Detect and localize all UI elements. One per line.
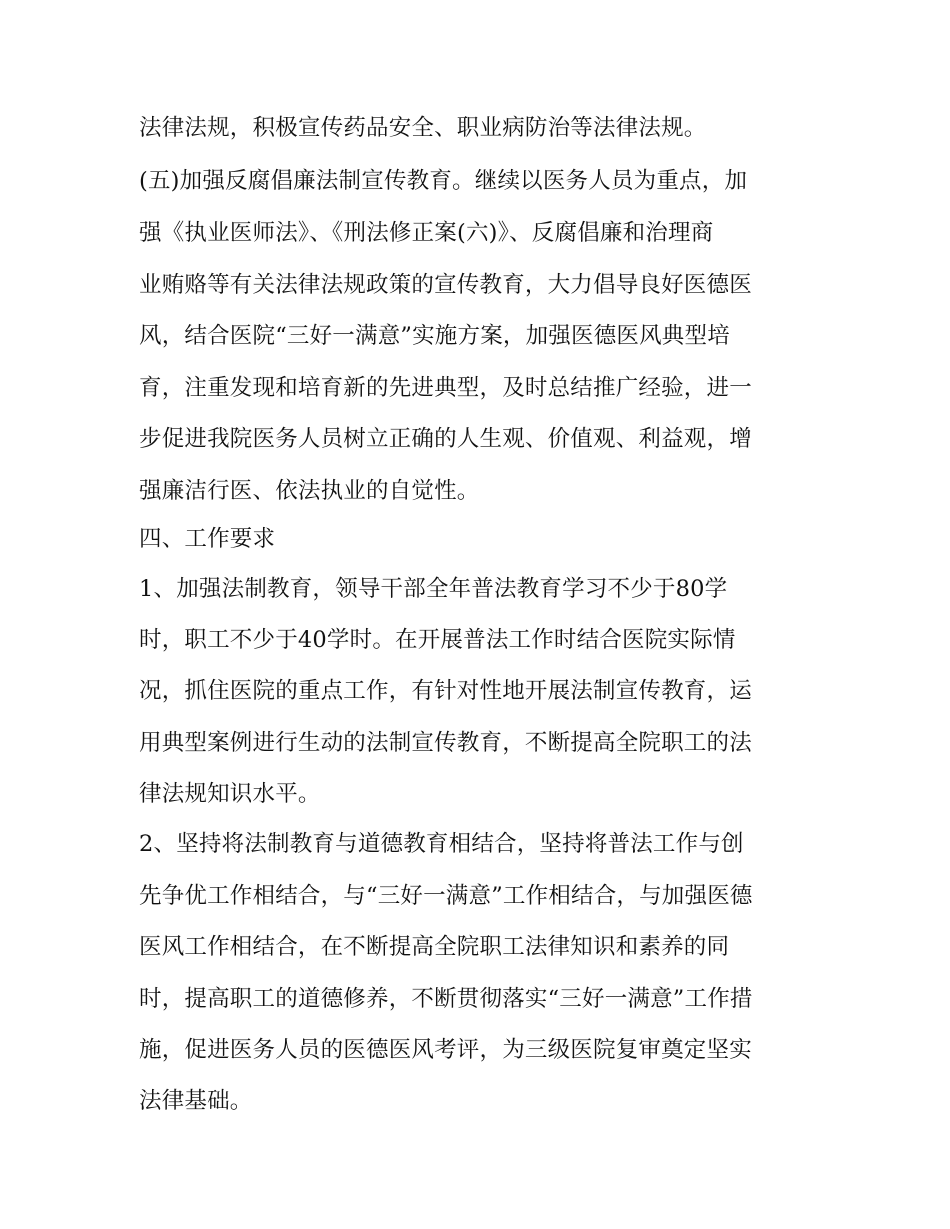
- text-line: 强《执业医师法》、《刑法修正案(六)》、反腐倡廉和治理商: [139, 220, 714, 246]
- text-line: 医风工作相结合，在不断提高全院职工法律知识和素养的同: [139, 934, 730, 960]
- text-line: 用典型案例进行生动的法制宣传教育，不断提高全院职工的法: [139, 730, 752, 756]
- text-line: (五)加强反腐倡廉法制宣传教育。继续以医务人员为重点，加: [139, 168, 748, 194]
- section-heading: 四、工作要求: [139, 526, 276, 552]
- text-line: 2、坚持将法制教育与道德教育相结合，坚持将普法工作与创: [139, 831, 744, 857]
- text-line: 况，抓住医院的重点工作，有针对性地开展法制宣传教育，运: [139, 678, 752, 704]
- text-line: 风，结合医院“三好一满意”实施方案，加强医德医风典型培: [139, 323, 730, 349]
- text-line: 强廉洁行医、依法执业的自觉性。: [139, 478, 480, 504]
- text-line: 步促进我院医务人员树立正确的人生观、价值观、利益观，增: [139, 426, 752, 452]
- text-line: 施，促进医务人员的医德医风考评，为三级医院复审奠定坚实: [139, 1037, 752, 1063]
- text-line: 法律法规，积极宣传药品安全、职业病防治等法律法规。: [139, 115, 707, 141]
- text-line: 法律基础。: [139, 1088, 253, 1114]
- text-line: 1、加强法制教育，领导干部全年普法教育学习不少于80学: [139, 576, 728, 602]
- text-line: 业贿赂等有关法律法规政策的宣传教育，大力倡导良好医德医: [139, 272, 752, 298]
- text-line: 育，注重发现和培育新的先进典型，及时总结推广经验，进一: [139, 375, 752, 401]
- text-line: 律法规知识水平。: [139, 781, 321, 807]
- text-line: 时，职工不少于40学时。在开展普法工作时结合医院实际情: [139, 627, 736, 653]
- text-line: 先争优工作相结合，与“三好一满意”工作相结合，与加强医德: [139, 883, 753, 909]
- text-line: 时，提高职工的道德修养，不断贯彻落实“三好一满意”工作措: [139, 986, 753, 1012]
